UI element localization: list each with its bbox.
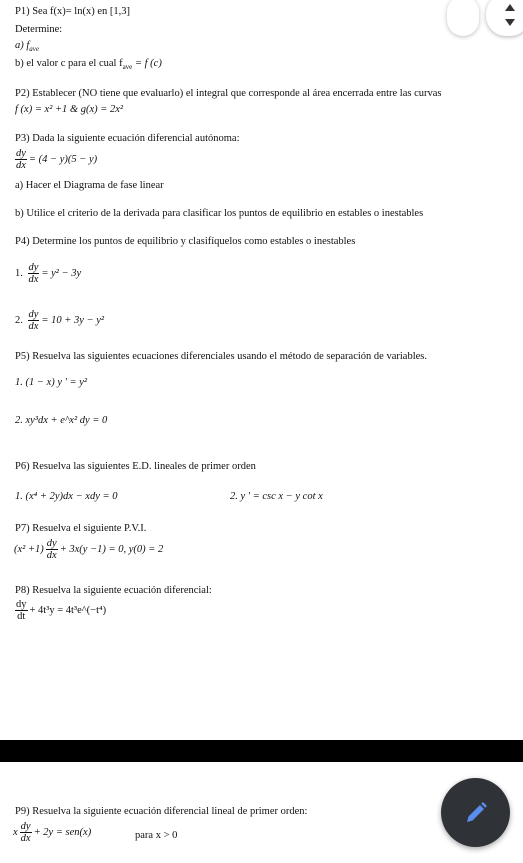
p4-i2-n: dy (28, 309, 39, 320)
p4-i1-fraction (28, 262, 40, 285)
up-down-arrows-icon (504, 2, 516, 28)
p3-equation (13, 148, 97, 171)
p3-item-b: b) Utilice el criterio de la derivada para clasificar los puntos de equilibrio en estables o inestables (15, 208, 424, 219)
p8-fraction (15, 599, 28, 622)
p8-rhs: + 4t³y = 4t³e^(−t⁴) (29, 604, 107, 616)
p1-b-tail: = f (c) (132, 58, 162, 69)
p5-item-2: 2. xy³dx + e^x² dy = 0 (15, 415, 108, 426)
p6-title: P6) Resuelva las siguientes E.D. lineales de primer orden (15, 461, 256, 472)
p4-i1-num: 1. (15, 267, 23, 279)
p4-i1-rhs: = y² − 3y (41, 267, 82, 279)
floating-blank-button[interactable] (447, 0, 479, 36)
p1-b-sub: ave (122, 63, 133, 72)
p9-title: P9) Resuelva la siguiente ecuación diferencial lineal de primer orden: (15, 806, 308, 817)
p1-item-b (15, 58, 162, 73)
p3-num: dy (16, 148, 26, 159)
p2-title: P2) Establecer (NO tiene que evaluarlo) el integral que corresponde al área encerrada entre las curvas (15, 88, 442, 99)
p7-fraction (46, 538, 58, 561)
p6-item-2: 2. y ' = csc x − y cot x (230, 491, 323, 502)
p3-rhs: = (4 − y)(5 − y) (28, 153, 98, 165)
p4-i2-d: dx (28, 321, 39, 332)
p3-fraction (15, 148, 27, 171)
p7-title: P7) Resuelva el siguiente P.V.I. (15, 523, 147, 534)
p7-lhs: (x² +1) (14, 543, 44, 555)
p5-title: P5) Resuelva las siguientes ecuaciones diferenciales usando el método de separación de variables. (15, 351, 427, 362)
scroll-arrows-button[interactable] (486, 0, 523, 36)
p7-rhs: + 3x(y −1) = 0, y(0) = 2 (59, 543, 164, 555)
p6-item-1: 1. (x⁴ + 2y)dx − xdy = 0 (15, 491, 118, 502)
p1-determine: Determine: (15, 24, 63, 35)
p9-equation (13, 821, 91, 844)
p4-title: P4) Determine los puntos de equilibrio y clasifíquelos como estables o inestables (15, 236, 356, 247)
p1-a-text: a) f (15, 40, 30, 51)
p7-den: dx (46, 550, 57, 561)
p3-item-a: a) Hacer el Diagrama de fase linear (15, 180, 164, 191)
p4-i2-fraction (28, 309, 40, 332)
p9-den: dx (20, 833, 31, 844)
p1-a-sub: ave (29, 45, 40, 54)
p1-b-text: b) el valor c para el cual f (15, 58, 123, 69)
p7-num: dy (46, 538, 57, 549)
p5-item-1: 1. (1 − x) y ' = y² (15, 377, 88, 388)
p8-den: dt (17, 611, 26, 622)
p4-i2-num: 2. (15, 314, 23, 326)
p1-title: P1) Sea f(x)= ln(x) en [1,3] (15, 6, 130, 17)
p8-num: dy (16, 599, 27, 610)
p8-title: P8) Resuelva la siguiente ecuación diferencial: (15, 585, 212, 596)
black-divider (0, 740, 523, 762)
p7-equation (14, 538, 163, 561)
p4-i1-n: dy (28, 262, 39, 273)
p4-item-2 (15, 309, 104, 332)
p1-item-a (15, 40, 39, 55)
p4-item-1 (15, 262, 81, 285)
p3-title: P3) Dada la siguiente ecuación diferencial autónoma: (15, 133, 240, 144)
p8-equation (13, 599, 106, 622)
p9-rhs: + 2y = sen(x) (33, 826, 92, 838)
p2-curves: f (x) = x² +1 & g(x) = 2x² (15, 104, 124, 115)
p9-fraction (20, 821, 32, 844)
p4-i2-rhs: = 10 + 3y − y² (41, 314, 105, 326)
p9-condition: para x > 0 (135, 830, 178, 841)
pencil-icon (463, 800, 489, 826)
p9-num: dy (20, 821, 31, 832)
edit-button[interactable] (441, 778, 510, 847)
p4-i1-d: dx (28, 274, 39, 285)
p3-den: dx (16, 160, 26, 171)
p9-lhs: x (13, 826, 18, 838)
